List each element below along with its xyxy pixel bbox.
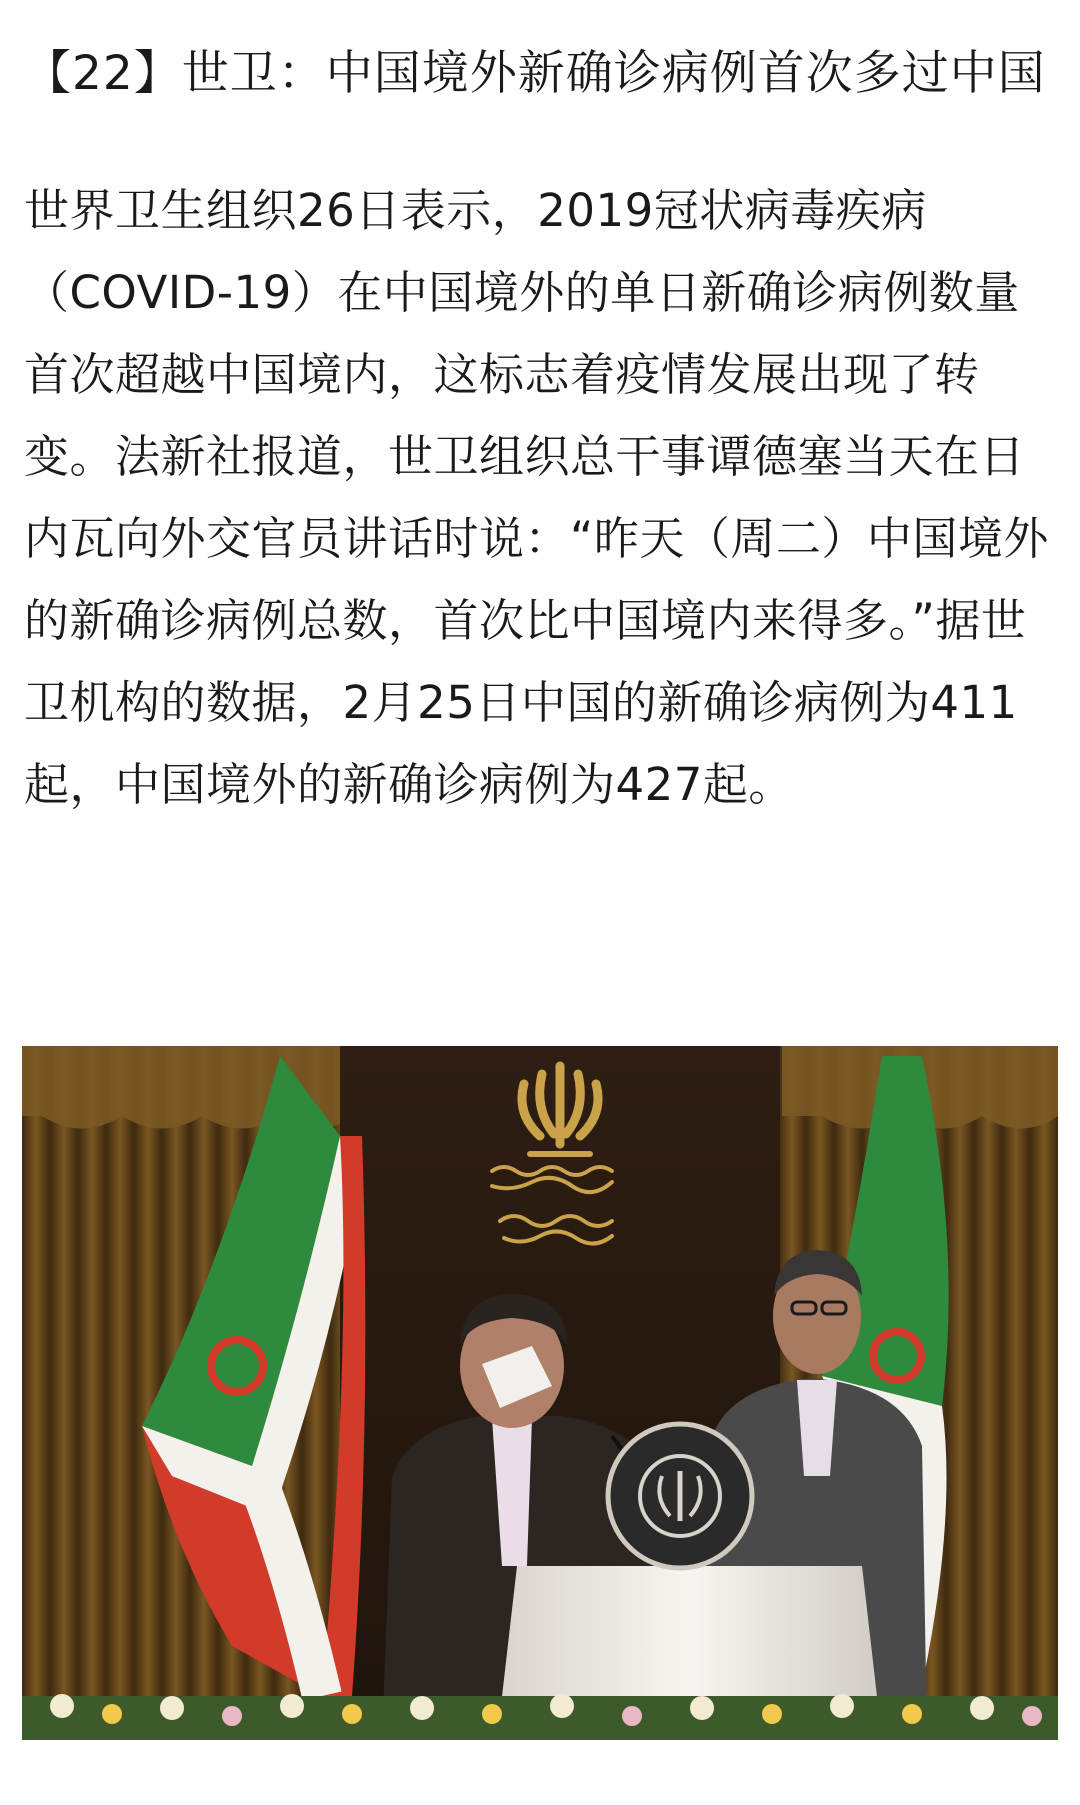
photo-illustration bbox=[22, 1046, 1058, 1740]
article-headline: 【22】世卫：中国境外新确诊病例首次多过中国 bbox=[24, 46, 1046, 101]
flower-arrangement bbox=[22, 1694, 1058, 1740]
article-body: 世界卫生组织26日表示，2019冠状病毒疾病（COVID-19）在中国境外的单日新确诊病例数量首次超越中国境内，这标志着疫情发展出现了转变。法新社报道，世卫组织总干事谭德塞当天在日内瓦向外交官员讲话时说：“昨天（周二）中国境外的新确诊病例总数，首次比中国境内来得多。”据世卫机构的数据，2月25日中国的新确诊病例为411起，中国境外的新确诊病例为427起。 bbox=[24, 184, 1049, 811]
press-conference-photo bbox=[22, 1046, 1058, 1740]
article bbox=[24, 0, 1060, 826]
